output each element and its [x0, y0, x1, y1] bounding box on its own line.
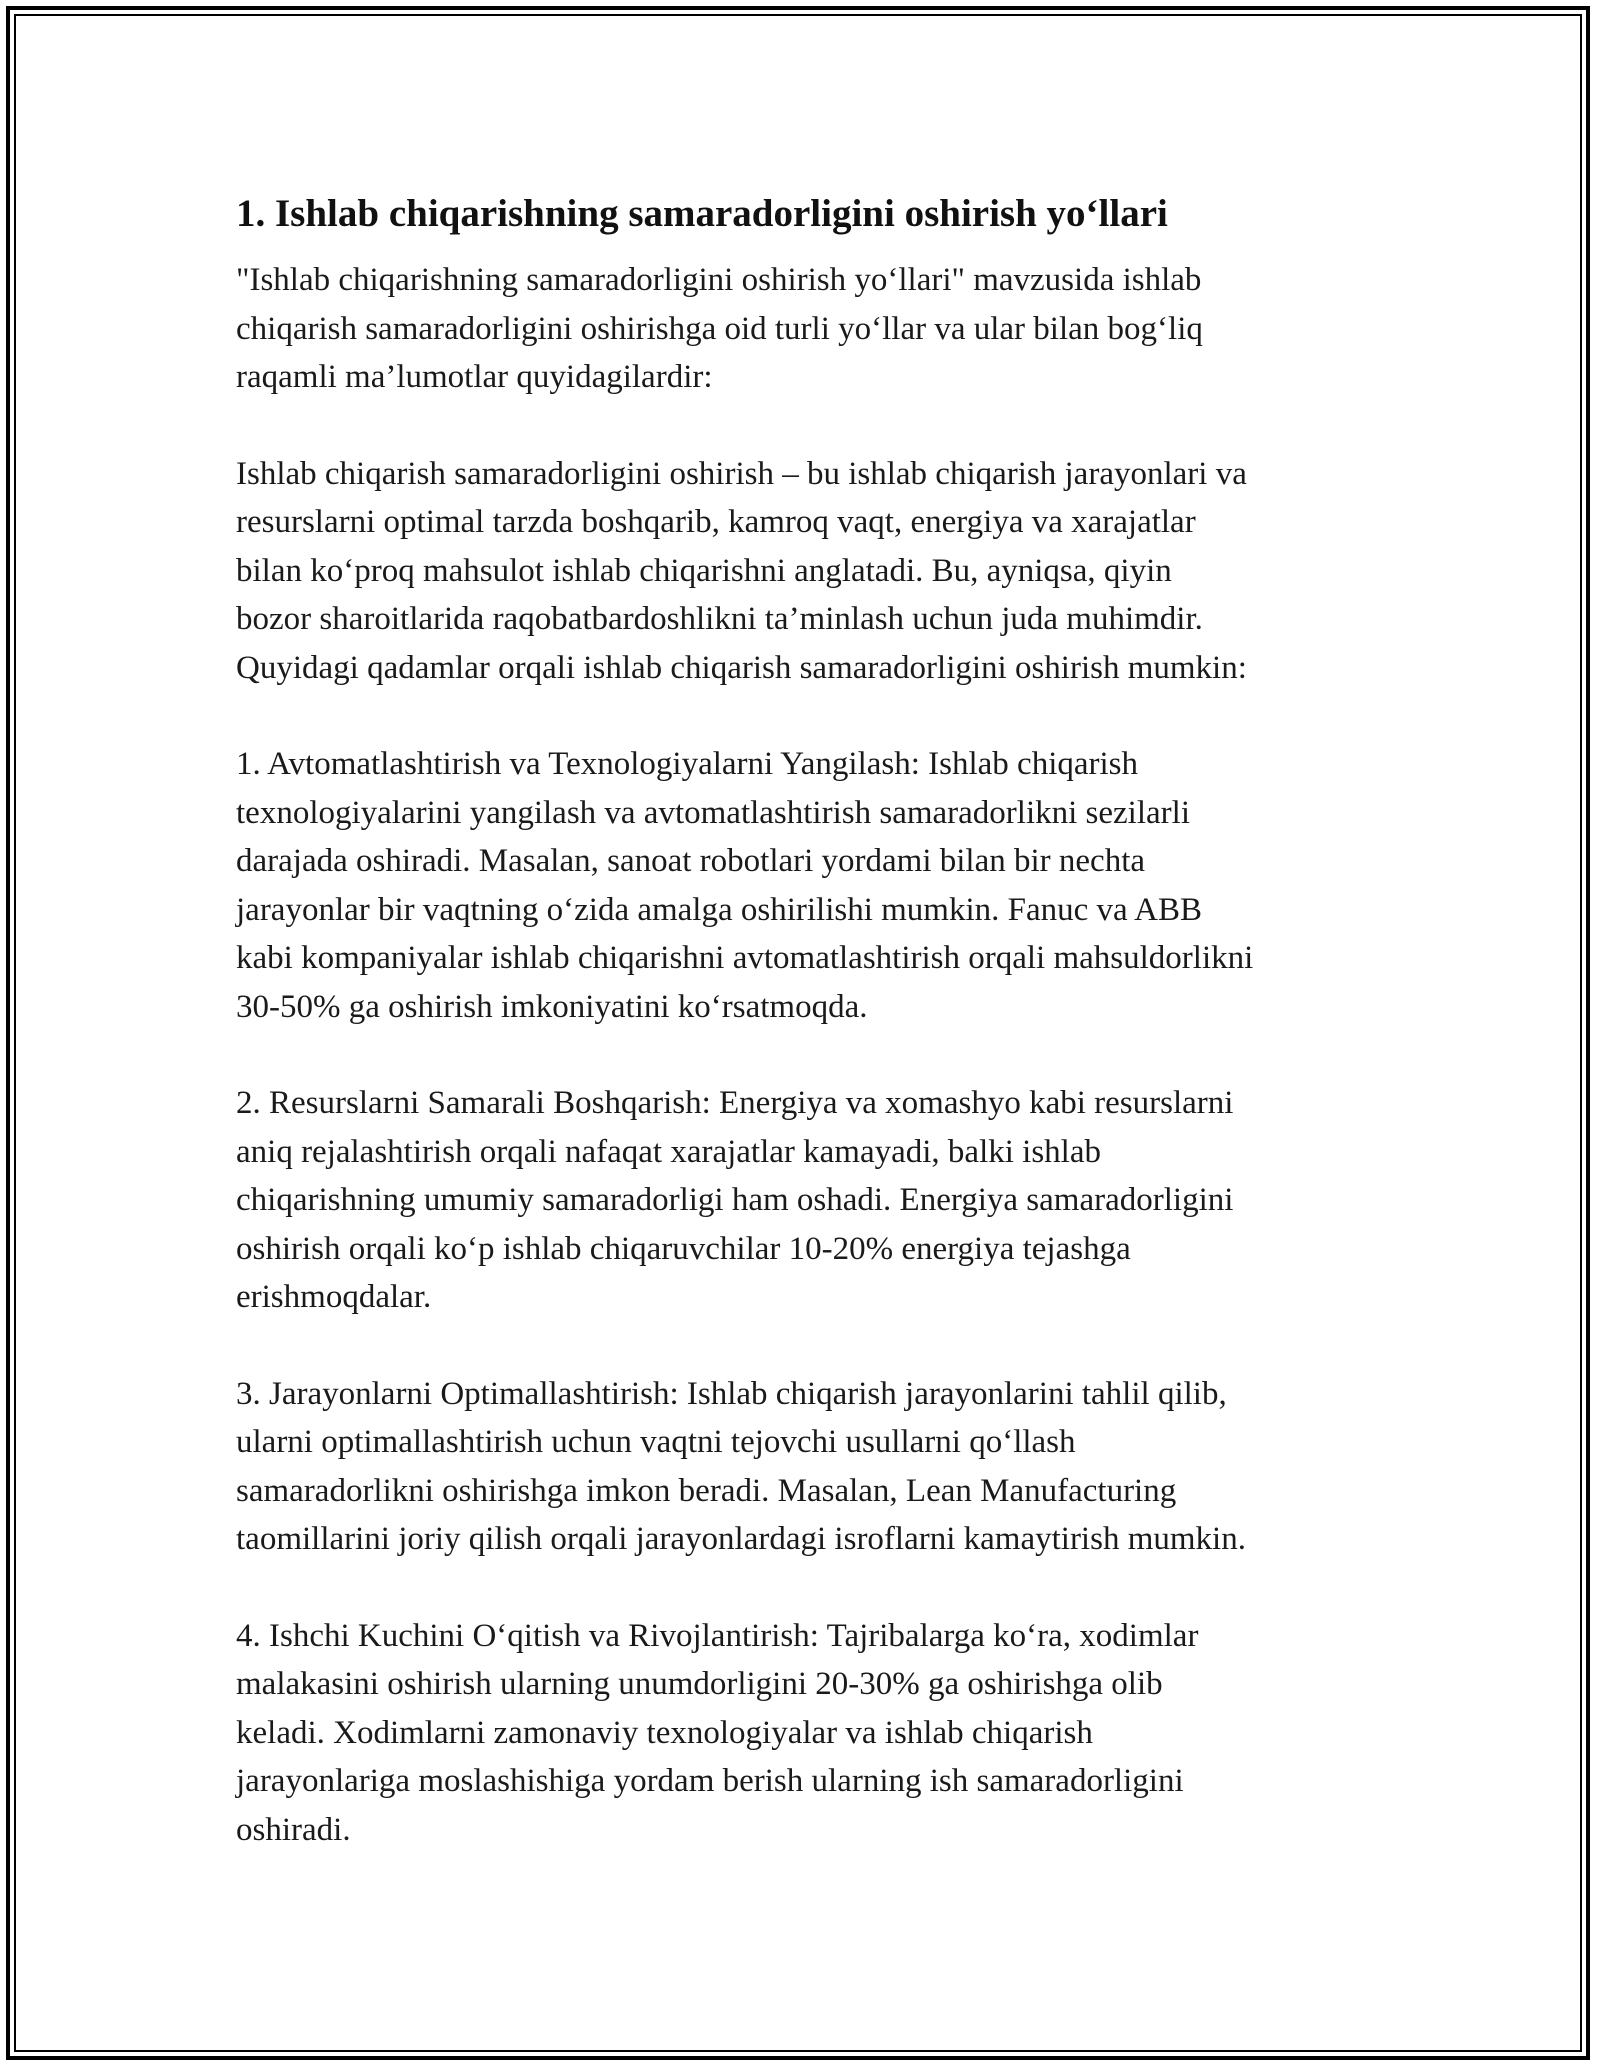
list-item-automation: 1. Avtomatlashtirish va Texnologiyalarni Yangilash: Ishlab chiqarish texnologiyalarini yangilash va avtomatlashtirish samaradorlikni sezilarli darajada oshiradi. Masalan, sanoat robotlari yordami bilan bir nechta jarayonlar bir vaqtning o‘zida amalga oshirilishi mumkin. Fanuc va ABB kabi kompaniyalar ishlab chiqarishni avtomatlashtirish orqali mahsuldorlikni 30-50% ga oshirish imkoniyatini ko‘rsatmoqda.	[236, 746, 1254, 1025]
intro-paragraph: "Ishlab chiqarishning samaradorligini oshirish yo‘llari" mavzusida ishlab chiqarish samaradorligini oshirishga oid turli yo‘llar va ular bilan bog‘liq raqamli ma’lumotlar quyidagilardir:	[236, 262, 1203, 395]
document-title: 1. Ishlab chiqarishning samaradorligini oshirish yo‘llari	[236, 192, 1168, 235]
list-item-process-optimization: 3. Jarayonlarni Optimallashtirish: Ishlab chiqarish jarayonlarini tahlil qilib, ularni optimallashtirish uchun vaqtni tejovchi usullarni qo‘llash samaradorlikni oshirishga imkon beradi. Masalan, Lean Manufacturing taomillarini joriy qilish orqali jarayonlardagi isroflarni kamaytirish mumkin.	[236, 1375, 1246, 1557]
document-body	[236, 186, 1376, 1902]
list-item-workforce-training: 4. Ishchi Kuchini O‘qitish va Rivojlantirish: Tajribalarga ko‘ra, xodimlar malakasini oshirish ularning unumdorligini 20-30% ga oshirishga olib keladi. Xodimlarni zamonaviy texnologiyalar va ishlab chiqarish jarayonlariga moslashishiga yordam berish ularning ish samaradorligini oshiradi.	[236, 1617, 1199, 1848]
definition-paragraph: Ishlab chiqarish samaradorligini oshirish – bu ishlab chiqarish jarayonlari va resurslarni optimal tarzda boshqarib, kamroq vaqt, energiya va xarajatlar bilan ko‘proq mahsulot ishlab chiqarishni anglatadi. Bu, ayniqsa, qiyin bozor sharoitlarida raqobatbardoshlikni ta’minlash uchun juda muhimdir. Quyidagi qadamlar orqali ishlab chiqarish samaradorligini oshirish mumkin:	[236, 455, 1247, 686]
list-item-resources: 2. Resurslarni Samarali Boshqarish: Energiya va xomashyo kabi resurslarni aniq rejalashtirish orqali nafaqat xarajatlar kamayadi, balki ishlab chiqarishning umumiy samaradorligi ham oshadi. Energiya samaradorligini oshirish orqali ko‘p ishlab chiqaruvchilar 10-20% energiya tejashga erishmoqdalar.	[236, 1085, 1234, 1315]
